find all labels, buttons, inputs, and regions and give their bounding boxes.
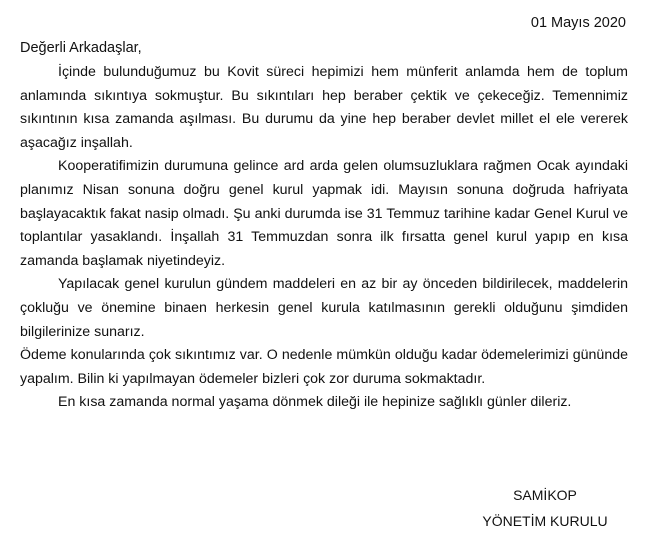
- letter-body: [20, 61, 628, 415]
- paragraph-closing: En kısa zamanda normal yaşama dönmek dileği ile hepinize sağlıklı günler dileriz.: [58, 394, 572, 411]
- paragraph-payments: Ödeme konularında çok sıkıntımız var. O nedenle mümkün olduğu kadar ödemelerimizi gününde yapalım. Bilin ki yapılmayan ödemeler bizleri çok zor duruma sokmaktadır.: [20, 347, 628, 387]
- signature-board: YÖNETİM KURULU: [482, 513, 608, 529]
- paragraph-general-assembly: Yapılacak genel kurulun gündem maddeleri en az bir ay önceden bildirilecek, maddelerin çokluğu ve önemine binaen herkesin genel kurula katılmasının gerekli olduğunu şimdiden bilgilerinize sunarız.: [20, 276, 628, 340]
- letter-date: 01 Mayıs 2020: [530, 15, 626, 31]
- signature-organization: SAMİKOP: [513, 487, 577, 503]
- signature-block: [470, 482, 620, 534]
- paragraph-cooperative-status: Kooperatifimizin durumuna gelince ard arda gelen olumsuzluklara rağmen Ocak ayındaki planımız Nisan sonuna doğru genel kurul yapmak idi. Mayısın sonuna doğruda hafriyata başlayacaktık fakat nasip olmadı. Şu anki durumda ise 31 Temmuz tarihine kadar Genel Kurul ve toplantılar yasaklandı. İnşallah 31 Temmuzdan sonra ilk fırsatta genel kurul yapıp en kısa zamanda başlamak niyetindeyiz.: [20, 158, 628, 269]
- paragraph-covid: İçinde bulunduğumuz bu Kovit süreci hepimizi hem münferit anlamda hem de toplum anlamında sıkıntıya sokmuştur. Bu sıkıntıları hep beraber çektik ve çekeceğiz. Temennimiz sıkıntının kısa zamanda aşılması. Bu durumu da yine hep beraber devlet millet el ele vererek aşacağız inşallah.: [20, 64, 628, 151]
- letter-greeting: Değerli Arkadaşlar,: [20, 40, 142, 56]
